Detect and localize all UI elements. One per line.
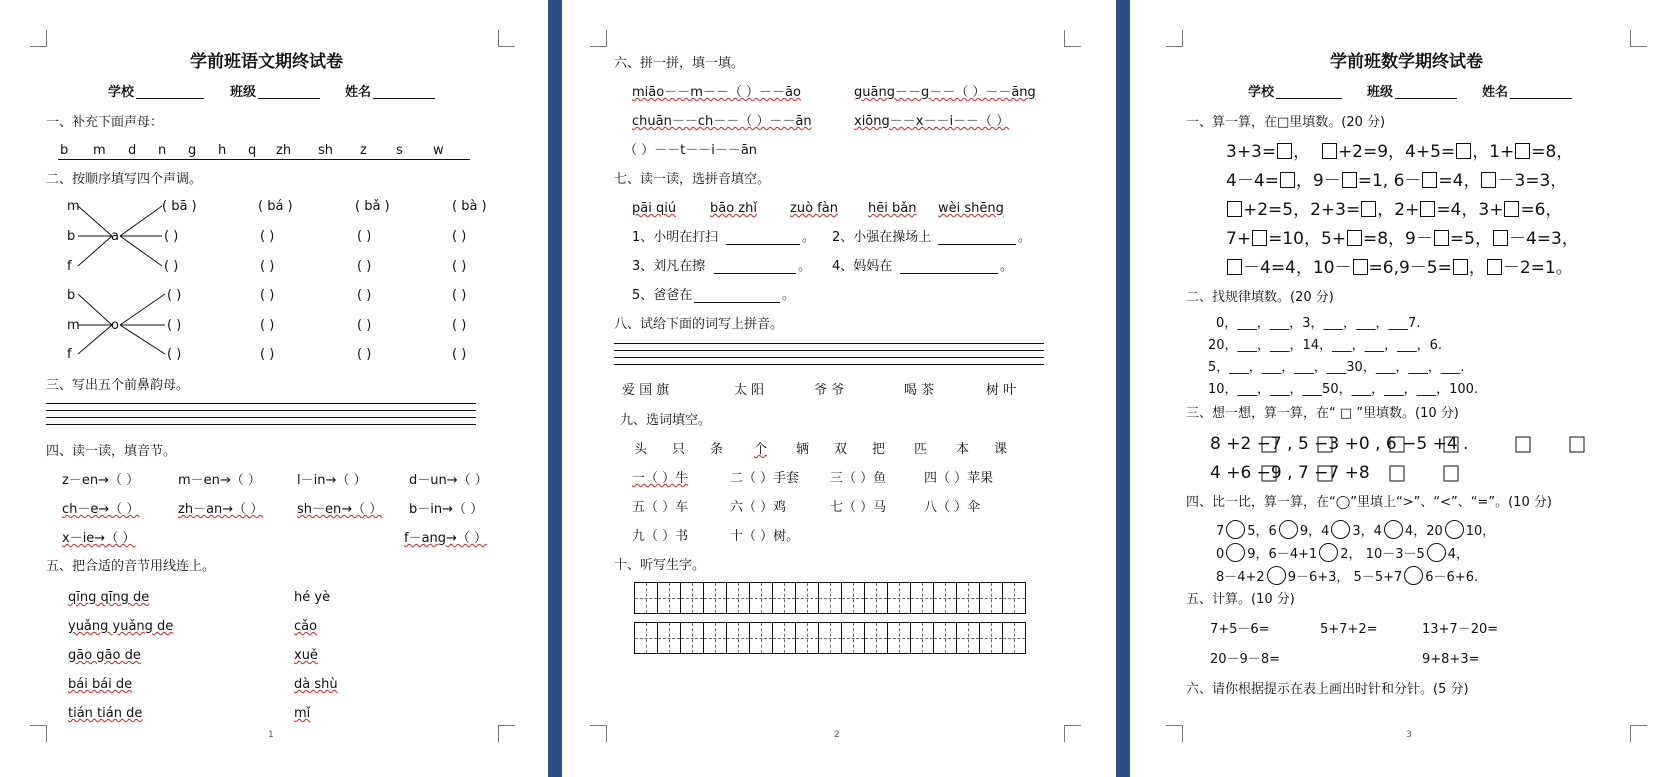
fill-item: 四（ ）苹果 — [924, 471, 994, 486]
blank: ( ) — [164, 259, 179, 274]
period: 。 — [802, 230, 816, 245]
syllable-item: f－ang→（ ） — [404, 531, 488, 546]
syllable-item: d－un→（ ） — [409, 473, 488, 488]
page-title: 学前班数学期终试卷 — [1330, 52, 1483, 72]
letter: w — [433, 143, 444, 158]
school-label: 学校 — [108, 85, 135, 100]
tone: ( bā ) — [162, 199, 197, 214]
initial: f — [67, 347, 72, 362]
period: 。 — [1018, 230, 1032, 245]
blank: ( ) — [452, 318, 467, 333]
sentence: 5、爸爸在 — [632, 288, 693, 303]
measure-word: 只 — [672, 442, 686, 457]
word: 喝 茶 — [904, 383, 935, 398]
pinyin-chain: chuān－－ch－－（ ）－－ān — [632, 114, 812, 129]
crop-mark — [590, 725, 607, 742]
question-6: 六、拼一拼，填一填。 — [614, 56, 745, 71]
compare-circle — [1445, 520, 1464, 539]
blank: ( ) — [260, 259, 275, 274]
tone: ( bà ) — [452, 199, 487, 214]
blank: ( ) — [260, 318, 275, 333]
initial: b — [67, 229, 76, 244]
pinyin-left: gāo gāo de — [68, 648, 141, 663]
pinyin-option: wèi shēng — [938, 201, 1004, 216]
writing-line — [46, 424, 476, 425]
page-number: 3 — [1406, 730, 1412, 740]
pinyin-right: xuě — [294, 648, 318, 663]
question-10: 十、听写生字。 — [614, 558, 706, 573]
letter: s — [396, 143, 403, 158]
vowel: o — [111, 318, 119, 333]
measure-word: 辆 — [796, 442, 810, 457]
blank: ( ) — [452, 347, 467, 362]
equation-row: －4=4，10－ =6,9－5= ， －2=1。 — [1226, 258, 1573, 278]
vowel: a — [111, 229, 119, 244]
fill-item: 八（ ）伞 — [924, 500, 981, 515]
blank: ( ) — [260, 347, 275, 362]
pinyin-option: bāo zhǐ — [710, 201, 757, 216]
pinyin-right: dà shù — [294, 677, 338, 692]
blank: ( ) — [167, 318, 182, 333]
initial: f — [67, 259, 72, 274]
period: 。 — [798, 259, 812, 274]
pinyin-chain: xiōng－－x－－i－－（ ） — [854, 114, 1010, 129]
writing-line — [46, 403, 476, 404]
syllable-item: zh－an→（ ） — [178, 502, 264, 517]
syllable-item: sh－en→（ ） — [297, 502, 383, 517]
calc-item: 5+7+2= — [1320, 622, 1378, 637]
pinyin-right: mǐ — [294, 706, 311, 721]
word: 爷 爷 — [814, 383, 845, 398]
pinyin-option: hēi bǎn — [868, 201, 917, 216]
syllable-item: b－in→（ ） — [409, 502, 484, 517]
measure-word: 条 — [710, 442, 724, 457]
letter: sh — [318, 143, 334, 158]
pinyin-left: bái bái de — [68, 677, 133, 692]
period: 。 — [782, 288, 796, 303]
class-label: 班级 — [230, 85, 257, 100]
measure-word: 把 — [872, 442, 886, 457]
page-title: 学前班语文期终试卷 — [190, 52, 343, 72]
syllable-item: ch－e→（ ） — [62, 502, 140, 517]
compare-row: 7 5，6 9，4 3，4 4，20 10， — [1216, 520, 1495, 540]
writing-line — [614, 357, 1044, 358]
calc-item: 13+7－20= — [1422, 622, 1499, 637]
letter: q — [248, 143, 257, 158]
question-3: 三、写出五个前鼻韵母。 — [46, 378, 190, 393]
calc-item: 7+5－6= — [1210, 622, 1270, 637]
page-3 — [1130, 0, 1678, 777]
compare-circle — [1226, 543, 1245, 562]
blank: ( ) — [164, 229, 179, 244]
blank: ( ) — [260, 288, 275, 303]
equation-row: 4－4= ，9－ =1, 6－ =4， －3=3， — [1226, 171, 1568, 191]
question-2: 二、找规律填数。(20 分) — [1186, 290, 1334, 305]
crop-mark — [590, 30, 607, 47]
page-2 — [562, 0, 1116, 777]
measure-word: 匹 — [914, 442, 928, 457]
pattern-row: 5，___，___，___，___30，___，___，___. — [1208, 360, 1465, 375]
blank: ( ) — [260, 229, 275, 244]
writing-line — [46, 417, 476, 418]
blank: ( ) — [167, 347, 182, 362]
crop-mark — [1064, 30, 1081, 47]
question-1: 一、补充下面声母： — [46, 115, 164, 130]
sentence: 3、刘凡在擦 — [632, 259, 706, 274]
question-7: 七、读一读，选拼音填空。 — [614, 172, 771, 187]
answer-blank — [694, 302, 780, 303]
writing-line — [46, 410, 476, 411]
crop-mark — [1064, 725, 1081, 742]
measure-word: 课 — [994, 442, 1008, 457]
compare-row: 0 9，6－4+1 2， 10－3－5 4， — [1216, 543, 1469, 563]
writing-grid — [634, 582, 1026, 614]
word: 爱 国 旗 — [622, 383, 670, 398]
page-number: 1 — [268, 730, 274, 740]
page-1 — [0, 0, 548, 777]
pinyin-right: hé yè — [294, 590, 331, 605]
pinyin-left: tián tián de — [68, 706, 143, 721]
compare-circle — [1279, 520, 1298, 539]
answer-blank — [938, 244, 1016, 245]
question-2: 二、按顺序填写四个声调。 — [46, 172, 203, 187]
writing-line — [614, 343, 1044, 344]
pinyin-right: cǎo — [294, 619, 318, 634]
question-6: 六、请你根据提示在表上画出时针和分针。(5 分) — [1186, 682, 1469, 697]
fill-item: 十（ ）树。 — [730, 529, 800, 544]
word: 树 叶 — [986, 383, 1017, 398]
blank: ( ) — [452, 229, 467, 244]
answer-blank — [726, 244, 800, 245]
question-9: 九、选词填空。 — [620, 413, 712, 428]
fill-item: 六（ ）鸡 — [730, 500, 787, 515]
word: 太 阳 — [734, 383, 765, 398]
equation-row: 3+3= ， +2=9，4+5= ，1+ =8， — [1226, 142, 1574, 162]
measure-word: 双 — [834, 442, 848, 457]
question-5: 五、计算。(10 分) — [1186, 592, 1295, 607]
period: 。 — [1000, 259, 1014, 274]
sentence: 2、小强在操场上 — [832, 230, 932, 245]
pinyin-chain: miāo－－m－－（ ）－－āo — [632, 85, 801, 100]
question-4: 四、读一读，填音节。 — [46, 444, 177, 459]
class-label: 班级 — [1367, 85, 1394, 100]
fill-item: 九（ ）书 — [632, 529, 689, 544]
measure-word: 本 — [956, 442, 970, 457]
compare-circle — [1226, 520, 1245, 539]
question-8: 八、试给下面的词写上拼音。 — [614, 317, 784, 332]
writing-line — [614, 364, 1044, 365]
chain-row: 4 +6 −9 , 7 −7 +8 — [1210, 463, 1370, 483]
blank: ( ) — [357, 229, 372, 244]
blank: ( ) — [357, 347, 372, 362]
tone: ( bá ) — [258, 199, 293, 214]
compare-circle — [1427, 543, 1446, 562]
pattern-row: 10，___，___，___50，___，___，___，100. — [1208, 382, 1479, 397]
blank: ( ) — [357, 259, 372, 274]
fill-item: 一（ ）牛 — [632, 471, 689, 486]
blank: ( ) — [452, 288, 467, 303]
measure-word: 头 — [634, 442, 648, 457]
blank: ( ) — [357, 288, 372, 303]
syllable-item: m－en→（ ） — [178, 473, 261, 488]
question-1: 一、算一算，在□里填数。(20 分) — [1186, 115, 1386, 130]
initial: m — [67, 318, 80, 333]
question-3: 三、想一想，算一算，在“ □ ”里填数。(10 分) — [1186, 406, 1459, 421]
pinyin-left: yuǎng yuǎng de — [68, 619, 174, 634]
blank: ( ) — [357, 318, 372, 333]
pattern-row: 0，___，___，3，___，___，___7. — [1216, 316, 1421, 331]
fill-item: 三（ ）鱼 — [830, 471, 887, 486]
pinyin-chain: guāng－－g－－（ ）－－āng — [854, 85, 1036, 100]
letter: b — [60, 143, 69, 158]
syllable-item: l－in→（ ） — [297, 473, 367, 488]
syllable-item: z－en→（ ） — [62, 473, 140, 488]
letter: n — [158, 143, 167, 158]
letter: h — [218, 143, 227, 158]
letter: d — [128, 143, 137, 158]
compare-row: 8－4+2 9－6+3， 5－5+7 6－6+6. — [1216, 566, 1478, 586]
name-label: 姓名 — [345, 85, 372, 100]
calc-item: 9+8+3= — [1422, 652, 1480, 667]
name-label: 姓名 — [1482, 85, 1509, 100]
letter: m — [93, 143, 106, 158]
answer-blank — [714, 273, 796, 274]
fill-item: 七（ ）马 — [830, 500, 887, 515]
measure-word: 个 — [754, 442, 768, 457]
compare-circle — [1384, 520, 1403, 539]
sentence: 4、妈妈在 — [832, 259, 893, 274]
compare-circle — [1319, 543, 1338, 562]
calc-item: 20－9－8= — [1210, 652, 1280, 667]
letter: zh — [276, 143, 292, 158]
school-label: 学校 — [1248, 85, 1275, 100]
pinyin-left: qīng qīng de — [68, 590, 150, 605]
pinyin-option: zuò fàn — [790, 201, 838, 216]
initial: b — [67, 288, 76, 303]
question-4: 四、比一比，算一算，在“◯”里填上“>”、“<”、“=”。(10 分) — [1186, 495, 1552, 510]
equation-row: +2=5，2+3= ，2+ =4，3+ =6， — [1226, 200, 1563, 220]
compare-circle — [1404, 566, 1423, 585]
initial: m — [67, 199, 80, 214]
fill-item: 五（ ）车 — [632, 500, 689, 515]
page-number: 2 — [834, 730, 840, 740]
chain-row: 8 +2 −7 , 5 −3 +0 , 6 −5 +4 . — [1210, 434, 1469, 454]
writing-grid — [634, 622, 1026, 654]
equation-row: 7+ =10，5+ =8，9－ =5， －4=3， — [1226, 229, 1579, 249]
blank: ( ) — [167, 288, 182, 303]
syllable-item: x－ie→（ ） — [62, 531, 136, 546]
pinyin-chain: （ ）－－t－－i－－ān — [624, 143, 758, 158]
answer-blank — [900, 273, 998, 274]
question-5: 五、把合适的音节用线连上。 — [46, 559, 216, 574]
letter: z — [360, 143, 367, 158]
pattern-row: 20，___，___，14，___，___，___，6. — [1208, 338, 1442, 353]
letter: g — [188, 143, 197, 158]
tone: ( bǎ ) — [355, 199, 390, 214]
blank: ( ) — [452, 259, 467, 274]
compare-circle — [1267, 566, 1286, 585]
fill-item: 二（ ）手套 — [730, 471, 800, 486]
pinyin-option: pāi qiú — [632, 201, 677, 216]
writing-line — [614, 350, 1044, 351]
sentence: 1、小明在打扫 — [632, 230, 719, 245]
compare-circle — [1331, 520, 1350, 539]
